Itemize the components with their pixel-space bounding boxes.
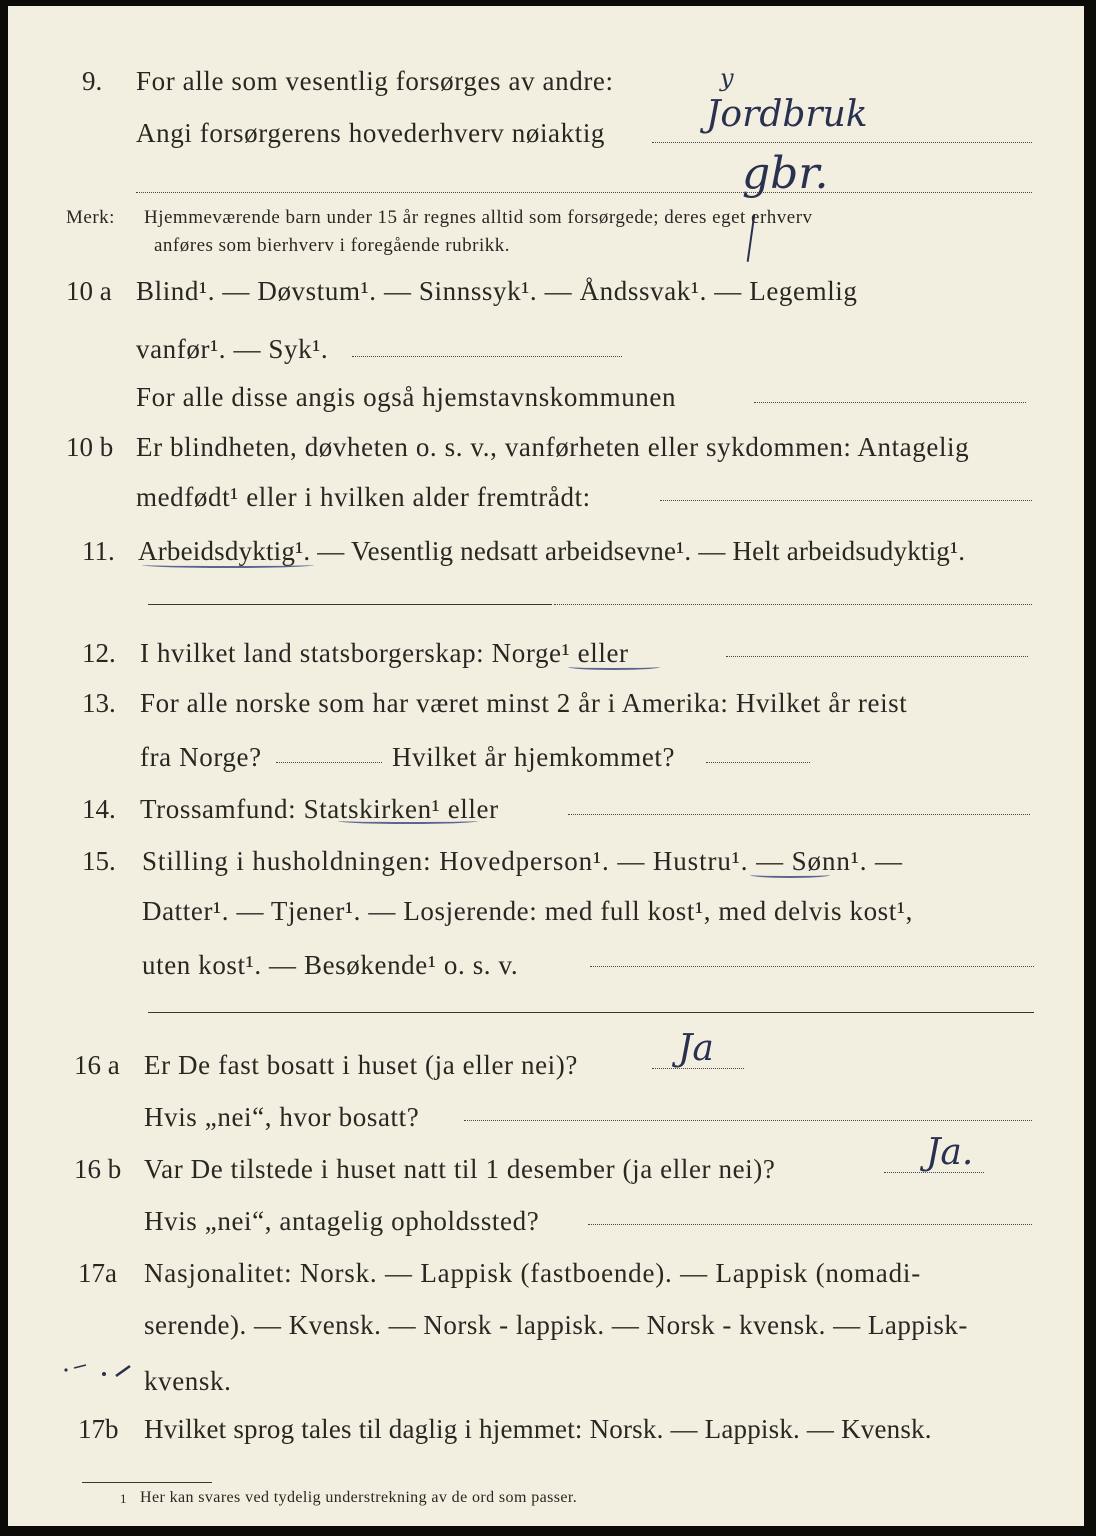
q10a-line1: Blind¹. — Døvstum¹. — Sinnssyk¹. — Åndssvak¹. — Legemlig [136,276,858,306]
q9-second-answer-line [136,192,1032,193]
q17b-line1: Hvilket sprog tales til daglig i hjemmet: Norsk. — Lappisk. — Kvensk. [144,1414,932,1444]
item-number-10a: 10 a [66,276,112,306]
q10a-line2: vanfør¹. — Syk¹. [136,334,329,364]
q17a-line1: Nasjonalitet: Norsk. — Lappisk (fastboende). — Lappisk (nomadi- [144,1258,921,1288]
q17a-line2: serende). — Kvensk. — Norsk - lappisk. — Norsk - kvensk. — Lappisk- [144,1310,968,1340]
q16a-line1: Er De fast bosatt i huset (ja eller nei)? [144,1050,578,1080]
q13-hjemkommet-line [706,762,810,763]
q16b-opholdssted-line [588,1224,1032,1225]
q14-line1: Trossamfund: Statskirken¹ eller [140,794,499,824]
merk-line2: anføres som bierhverv i foregående rubrikk. [154,235,510,256]
item-number-17a: 17a [78,1258,117,1288]
census-form-page [8,6,1084,1526]
q10a-answer-line [352,356,622,357]
item-number-12: 12. [82,638,116,668]
item-number-13: 13. [82,688,116,718]
q11-pen-underline [142,562,314,568]
q10a-line3: For alle disse angis også hjemstavnskommunen [136,382,677,412]
q16b-line1: Var De tilstede i huset natt til 1 desember (ja eller nei)? [144,1154,776,1184]
merk-line1: Hjemmeværende barn under 15 år regnes alltid som forsørgede; deres eget erhverv [144,207,813,228]
q10b-answer-line [660,500,1032,501]
q9-handwritten-answer: Jordbruk [706,94,868,135]
q14-answer-line [568,814,1030,815]
q13-line1: For alle norske som har været minst 2 år i Amerika: Hvilket år reist [140,688,908,718]
q15-line2: Datter¹. — Tjener¹. — Losjerende: med full kost¹, med delvis kost¹, [142,896,913,926]
q9-line1: For alle som vesentlig forsørges av andre: [136,66,614,96]
ink-marks [60,1358,140,1384]
q15-answer-line [590,966,1034,967]
q11-line1: Arbeidsdyktig¹. — Vesentlig nedsatt arbeidsevne¹. — Helt arbeidsudyktig¹. [138,536,966,566]
q15-answer-rule [148,1012,1034,1013]
merk-label: Merk: [66,207,115,228]
item-number-15: 15. [82,846,116,876]
item-number-10b: 10 b [66,432,114,462]
item-number-17b: 17b [78,1414,119,1444]
q10a-kommune-line [754,402,1026,403]
q9-line2: Angi forsørgerens hovederhverv nøiaktig [136,118,606,148]
q9-handwritten-extra: gbr. [742,148,829,199]
q9-handwritten-note: y [720,64,734,92]
q13-line2a: fra Norge? [140,742,262,772]
item-number-16b: 16 b [74,1154,122,1184]
q12-pen-underline [568,664,660,670]
item-number-14: 14. [82,794,116,824]
item-number-16a: 16 a [74,1050,120,1080]
q13-line2b: Hvilket år hjemkommet? [392,742,676,772]
q15-pen-underline [750,872,830,878]
q16a-handwritten-answer: Ja [678,1028,714,1069]
footnote-text: Her kan svares ved tydelig understrekning av de ord som passer. [140,1489,578,1506]
q10b-line2: medfødt¹ eller i hvilken alder fremtrådt: [136,482,591,512]
q17a-line3: kvensk. [144,1366,232,1396]
footnote-rule [82,1482,212,1483]
q12-answer-line [726,656,1028,657]
item-number-9: 9. [82,66,103,96]
q14-pen-underline [338,818,478,824]
q9-answer-line [652,142,1032,143]
q16a-line2: Hvis „nei“, hvor bosatt? [144,1102,420,1132]
q11-answer-line [554,604,1032,605]
q16b-line2: Hvis „nei“, antagelig opholdssted? [144,1206,540,1236]
q15-line3: uten kost¹. — Besøkende¹ o. s. v. [142,950,519,980]
item-number-11: 11. [82,536,115,566]
q11-answer-rule [148,604,552,605]
q15-line1: Stilling i husholdningen: Hovedperson¹. — Hustru¹. — Sønn¹. — [142,846,903,876]
q13-reist-line [276,762,382,763]
q16a-bosatt-line [464,1120,1032,1121]
q16b-handwritten-answer: Ja. [926,1132,974,1173]
q10b-line1: Er blindheten, døvheten o. s. v., vanførheten eller sykdommen: Antagelig [136,432,970,462]
q12-line1: I hvilket land statsborgerskap: Norge¹ eller [140,638,629,668]
footnote-mark: 1 [120,1491,128,1506]
